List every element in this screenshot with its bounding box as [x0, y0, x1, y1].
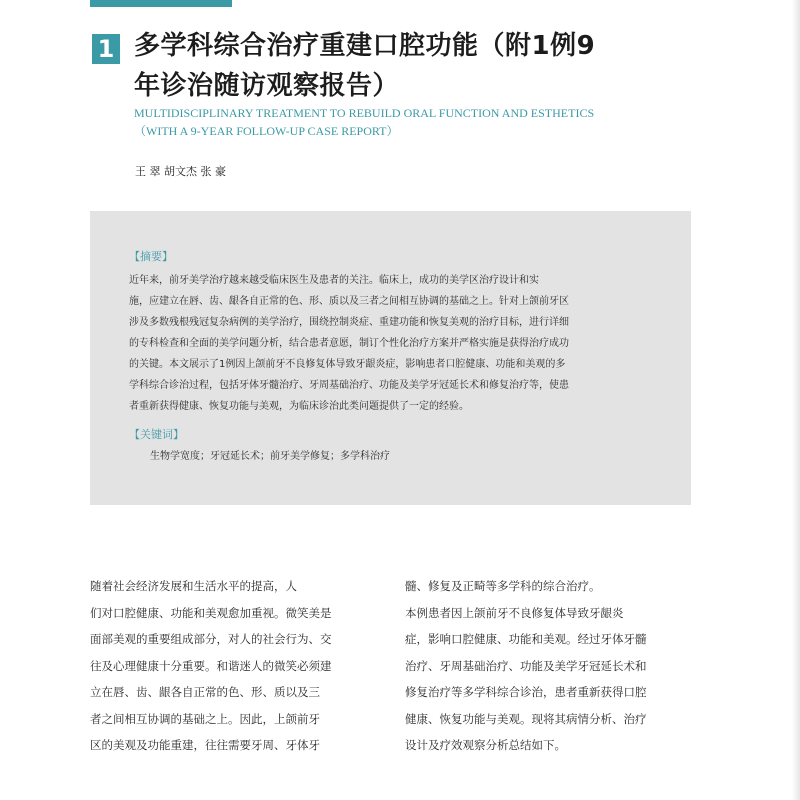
body-line: 区的美观及功能重建，往往需要牙周、牙体牙: [90, 738, 320, 752]
subtitle-line: MULTIDISCIPLINARY TREATMENT TO REBUILD ORAL FUNCTION AND ESTHETICS: [134, 106, 595, 120]
title-line: 年诊治随访观察报告）: [134, 71, 400, 101]
body-line: 健康、恢复功能与美观。现将其病情分析、治疗: [405, 711, 647, 726]
body-line: 面部美观的重要组成部分，对人的社会行为、交: [90, 632, 332, 646]
abstract-text: [129, 270, 659, 417]
author-list: 王 翠 胡文杰 张 豪: [135, 165, 226, 178]
keywords-label: 【关键词】: [129, 428, 184, 441]
body-line: 随着社会经济发展和生活水平的提高，人: [90, 579, 297, 593]
body-line: 本例患者因上颌前牙不良修复体导致牙龈炎: [405, 605, 624, 620]
abstract-line: 涉及多数残根残冠复杂病例的美学治疗，围绕控制炎症、重建功能和恢复美观的治疗目标，进行详细: [129, 317, 569, 328]
page-edge-shadow: [792, 0, 800, 800]
abstract-line: 近年来，前牙美学治疗越来越受临床医生及患者的关注。临床上，成功的美学区治疗设计和实: [129, 275, 539, 286]
body-line: 往及心理健康十分重要。和谐迷人的微笑必须建: [90, 658, 332, 673]
body-line: 立在唇、齿、龈各自正常的色、形、质以及三: [90, 685, 320, 699]
section-number-badge: 1: [92, 34, 120, 64]
abstract-line: 的关键。本文展示了1例因上颌前牙不良修复体导致牙龈炎症，影响患者口腔健康、功能和美观的多: [129, 359, 566, 370]
body-line: 症，影响口腔健康、功能和美观。经过牙体牙髓: [405, 632, 647, 646]
english-subtitle: [134, 104, 714, 140]
abstract-line: 者重新获得健康、恢复功能与美观，为临床诊治此类问题提供了一定的经验。: [129, 401, 469, 412]
body-column-right: [405, 573, 705, 759]
abstract-line: 施，应建立在唇、齿、龈各自正常的色、形、质以及三者之间相互协调的基础之上。针对上颌前牙区: [129, 296, 569, 307]
body-line: 者之间相互协调的基础之上。因此，上颌前牙: [90, 711, 320, 726]
body-column-left: [90, 573, 390, 759]
body-line: 修复治疗等多学科综合诊治，患者重新获得口腔: [405, 685, 647, 699]
keywords-text: 生物学宽度；牙冠延长术；前牙美学修复；多学科治疗: [150, 451, 390, 462]
abstract-line: 的专科检查和全面的美学问题分析，结合患者意愿，制订个性化治疗方案并严格实施是获得治疗成功: [129, 338, 569, 349]
header-accent-bar: [90, 0, 232, 7]
article-title: [134, 26, 714, 106]
body-line: 设计及疗效观察分析总结如下。: [405, 738, 566, 752]
body-line: 髓、修复及正畸等多学科的综合治疗。: [405, 579, 601, 593]
body-line: 治疗、牙周基础治疗、功能及美学牙冠延长术和: [405, 658, 647, 673]
subtitle-line: （WITH A 9-YEAR FOLLOW-UP CASE REPORT）: [134, 124, 399, 138]
body-line: 们对口腔健康、功能和美观愈加重视。微笑美是: [90, 605, 332, 620]
abstract-label: 【摘要】: [129, 250, 173, 263]
title-line: 多学科综合治疗重建口腔功能（附1例9: [134, 31, 596, 61]
abstract-line: 学科综合诊治过程，包括牙体牙髓治疗、牙周基础治疗、功能及美学牙冠延长术和修复治疗等，使患: [129, 380, 569, 391]
